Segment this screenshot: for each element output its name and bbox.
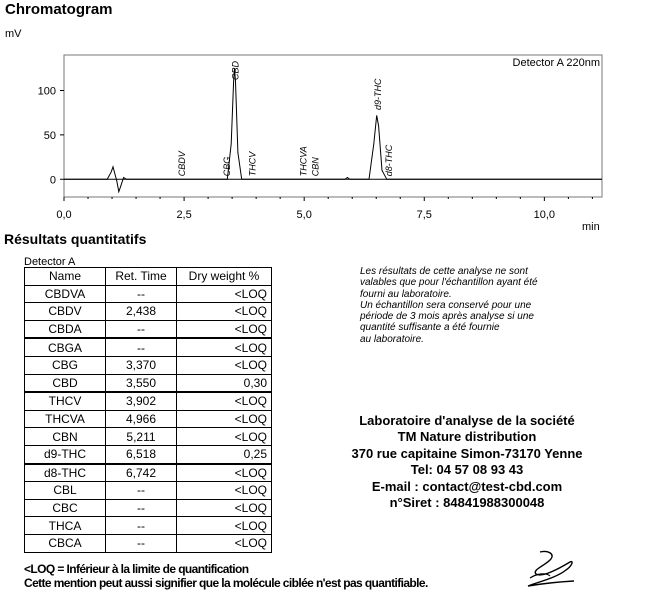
note-line: au laboratoire.: [360, 333, 424, 345]
lab-company: TM Nature distribution: [397, 429, 537, 445]
cell-dry-weight: 0,25: [177, 445, 272, 463]
cell-dry-weight: <LOQ: [177, 482, 272, 500]
cell-ret-time: --: [106, 482, 177, 500]
y-tick-label: 100: [37, 85, 56, 98]
loq-legend: [24, 562, 428, 590]
table-caption: Detector A: [24, 256, 76, 268]
signature-image: [520, 548, 580, 594]
table-row: [25, 517, 272, 535]
cell-name: d8-THC: [25, 464, 106, 482]
cell-name: THCA: [25, 517, 106, 535]
table-row: [25, 464, 272, 482]
table-row: [25, 320, 272, 338]
x-tick-label: 2,5: [176, 209, 192, 221]
cell-ret-time: 6,518: [106, 445, 177, 463]
detector-label: Detector A 220nm: [512, 57, 600, 69]
table-row: [25, 374, 272, 392]
cell-ret-time: 6,742: [106, 464, 177, 482]
peak-label: d9-THC: [373, 78, 384, 110]
cell-dry-weight: <LOQ: [177, 534, 272, 552]
note-line: valables que pour l'échantillon ayant été: [360, 277, 538, 289]
chromatogram-chart: [0, 0, 666, 235]
chromatogram-title: Chromatogram: [5, 1, 113, 18]
header-name: Name: [25, 268, 106, 286]
cell-ret-time: --: [106, 338, 177, 356]
cell-ret-time: 5,211: [106, 428, 177, 446]
legend-line-2: Cette mention peut aussi signifier que la molécule ciblée n'est pas quantifiable.: [24, 576, 428, 590]
x-tick-label: 10,0: [533, 209, 556, 221]
x-tick-label: 0,0: [56, 209, 72, 221]
cell-name: THCV: [25, 392, 106, 410]
cell-dry-weight: <LOQ: [177, 428, 272, 446]
cell-dry-weight: <LOQ: [177, 338, 272, 356]
chromatogram-trace: [64, 68, 602, 191]
x-tick-label: 7,5: [416, 209, 432, 221]
peak-label: CBDV: [177, 151, 188, 177]
header-dry-weight: Dry weight %: [177, 268, 272, 286]
cell-ret-time: --: [106, 285, 177, 303]
cell-dry-weight: <LOQ: [177, 410, 272, 428]
x-axis-label: min: [582, 221, 600, 233]
cell-ret-time: --: [106, 320, 177, 338]
cell-name: CBDVA: [25, 285, 106, 303]
peak-label: d8-THC: [383, 144, 394, 177]
lab-phone: Tel: 04 57 08 93 43: [410, 462, 524, 478]
lab-address: 370 rue capitaine Simon-73170 Yenne: [351, 445, 583, 461]
lab-name: Laboratoire d'analyse de la société: [359, 413, 575, 428]
cell-ret-time: --: [106, 534, 177, 552]
cell-dry-weight: <LOQ: [177, 464, 272, 482]
cell-name: CBN: [25, 428, 106, 446]
table-row: [25, 482, 272, 500]
cell-name: CBDA: [25, 320, 106, 338]
cell-ret-time: 4,966: [106, 410, 177, 428]
cell-dry-weight: <LOQ: [177, 320, 272, 338]
cell-dry-weight: <LOQ: [177, 285, 272, 303]
cell-ret-time: --: [106, 517, 177, 535]
legend-line-1: <LOQ = Inférieur à la limite de quantification: [24, 562, 249, 576]
cell-name: CBCA: [25, 534, 106, 552]
cell-name: CBD: [25, 374, 106, 392]
x-tick-label: 5,0: [296, 209, 312, 221]
y-axis-label: mV: [5, 28, 22, 40]
cell-ret-time: 3,550: [106, 374, 177, 392]
cell-ret-time: 3,902: [106, 392, 177, 410]
cell-dry-weight: <LOQ: [177, 499, 272, 517]
table-row: [25, 428, 272, 446]
cell-ret-time: --: [106, 499, 177, 517]
cell-name: d9-THC: [25, 445, 106, 463]
note-line: fourni au laboratoire.: [360, 288, 452, 300]
cell-dry-weight: 0,30: [177, 374, 272, 392]
cell-name: THCVA: [25, 410, 106, 428]
cell-name: CBG: [25, 356, 106, 374]
peak-label: CBN: [310, 157, 321, 177]
cell-dry-weight: <LOQ: [177, 392, 272, 410]
table-row: [25, 338, 272, 356]
note-line: quantité suffisante a été fournie: [360, 322, 500, 334]
cell-dry-weight: <LOQ: [177, 356, 272, 374]
peak-label: CBG: [221, 156, 232, 177]
note-line: Les résultats de cette analyse ne sont: [360, 266, 528, 277]
table-row: [25, 285, 272, 303]
cell-name: CBDV: [25, 303, 106, 321]
table-row: [25, 356, 272, 374]
cell-ret-time: 3,370: [106, 356, 177, 374]
note-line: période de 3 mois après analyse si une: [360, 311, 534, 323]
cell-dry-weight: <LOQ: [177, 517, 272, 535]
disclaimer-note: [360, 266, 575, 345]
y-tick-label: 50: [43, 129, 56, 142]
table-row: [25, 499, 272, 517]
lab-siret: n°Siret : 84841988300048: [389, 495, 545, 511]
table-row: [25, 392, 272, 410]
results-table: [24, 267, 272, 553]
table-row: [25, 410, 272, 428]
header-ret-time: Ret. Time: [106, 268, 177, 286]
cell-ret-time: 2,438: [106, 303, 177, 321]
y-tick-label: 0: [49, 174, 56, 187]
lab-contact-block: [322, 413, 612, 511]
plot-frame: [64, 55, 602, 197]
cell-name: CBC: [25, 499, 106, 517]
peak-label: THCVA: [298, 146, 309, 177]
lab-email: E-mail : contact@test-cbd.com: [371, 478, 563, 494]
table-row: [25, 534, 272, 552]
table-header-row: [25, 268, 272, 286]
cell-name: CBL: [25, 482, 106, 500]
peak-label: CBD: [230, 60, 241, 80]
table-row: [25, 303, 272, 321]
table-row: [25, 445, 272, 463]
cell-dry-weight: <LOQ: [177, 303, 272, 321]
results-title: Résultats quantitatifs: [4, 231, 147, 247]
cell-name: CBGA: [25, 338, 106, 356]
peak-label: THCV: [247, 151, 258, 177]
note-line: Un échantillon sera conservé pour une: [360, 299, 532, 311]
